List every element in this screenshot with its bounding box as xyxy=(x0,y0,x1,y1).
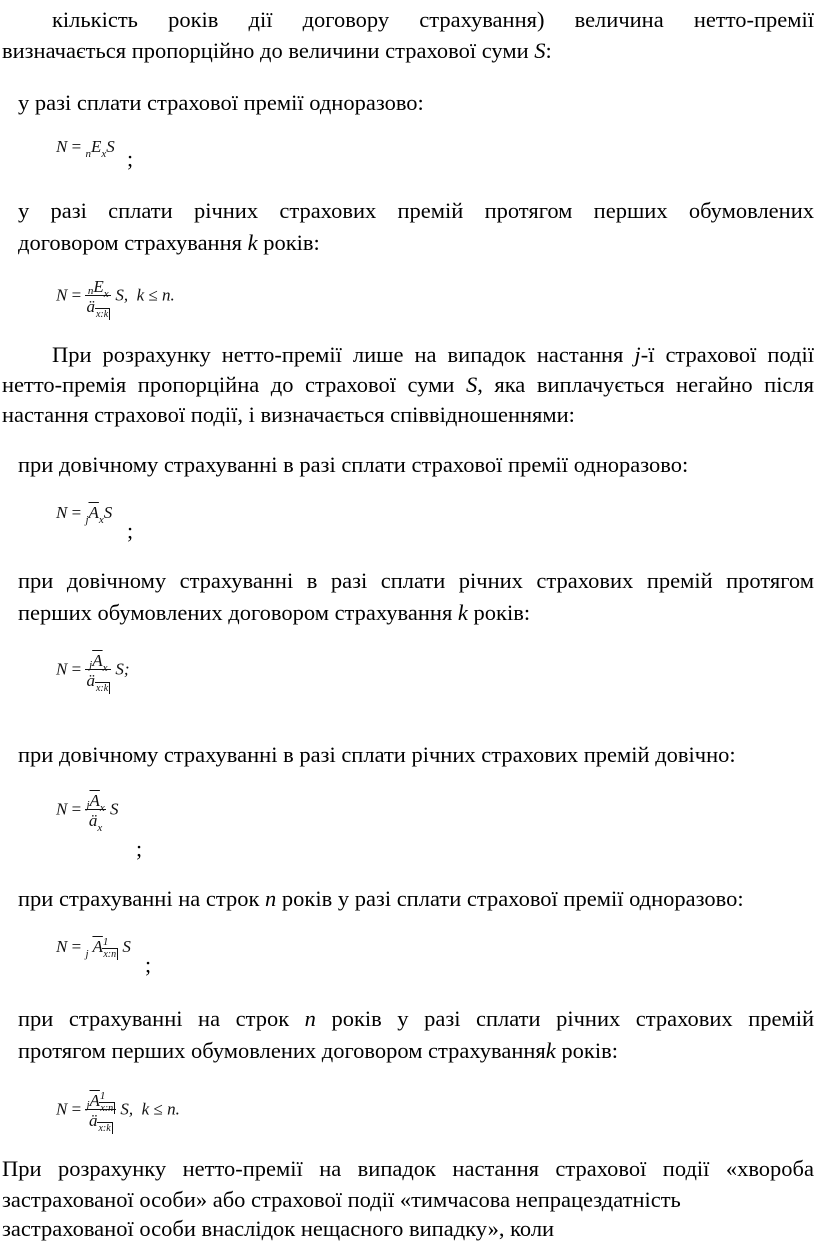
text-line: у разі сплати річних страхових премій протягом перших обумовлених xyxy=(18,198,814,223)
formula-lifelong-single: $N = _j\overline{A}_xS$ xyxy=(56,503,113,526)
formula-term-single: N = $_j$ $\overline{A}^1x:n$ S xyxy=(56,936,131,960)
text-line: настання страхової події, і визначається співвідношеннями: xyxy=(2,402,575,427)
text-line: визначається пропорційно до величини страхової суми S: xyxy=(2,38,552,63)
formula-annual-premium: N = $\frac{nE_x}{äx:k}$ S, k ≤ n. xyxy=(56,277,175,320)
formula-punctuation: ; xyxy=(136,836,143,861)
text-line: При розрахунку нетто-премії на випадок настання страхової події «хвороба xyxy=(2,1156,814,1181)
formula-punctuation: ; xyxy=(127,146,134,171)
formula-punctuation: ; xyxy=(127,518,134,543)
text-line: нетто-премія пропорційна до страхової суми S, яка виплачується негайно після xyxy=(2,372,815,397)
text-line: перших обумовлених договором страхування k років: xyxy=(18,600,531,625)
formula-term-annual-k: N = $\frac{j\overline{A}^1x:n}{äx:k}$ S, k ≤ n. xyxy=(56,1090,180,1134)
text-line: при довічному страхуванні в разі сплати річних страхових премій протягом xyxy=(18,568,814,593)
text-line: застрахованої особи внаслідок нещасного випадку», коли xyxy=(2,1216,555,1241)
text-line: при довічному страхуванні в разі сплати страхової премії одноразово: xyxy=(18,452,689,477)
text-line: при страхуванні на строк n років у разі сплати страхової премії одноразово: xyxy=(18,886,744,911)
text-line: протягом перших обумовлених договором страхуванняk років: xyxy=(18,1038,618,1063)
text-line: у разі сплати страхової премії одноразово: xyxy=(18,90,424,115)
text-line: при страхуванні на строк n років у разі сплати річних страхових премій xyxy=(18,1006,815,1031)
formula-single-premium: $N = _nE_xS$ xyxy=(56,137,115,160)
formula-punctuation: ; xyxy=(145,952,152,977)
formula-lifelong-annual-k: N = $\frac{j\overline{A}_x}{äx:k}$ S; xyxy=(56,651,130,694)
text-line: при довічному страхуванні в разі сплати річних страхових премій довічно: xyxy=(18,742,736,767)
text-line: застрахованої особи» або страхової події «тимчасова непрацездатність xyxy=(2,1187,681,1212)
text-line: кількість років дії договору страхування) величина нетто-премії xyxy=(52,7,814,32)
text-line: договором страхування k років: xyxy=(18,230,320,255)
formula-lifelong-annual: N = $\frac{j\overline{A}_x}{ä_x}$ S xyxy=(56,791,119,834)
text-line: При розрахунку нетто-премії лише на випадок настання j-ї страхової події xyxy=(52,342,814,367)
